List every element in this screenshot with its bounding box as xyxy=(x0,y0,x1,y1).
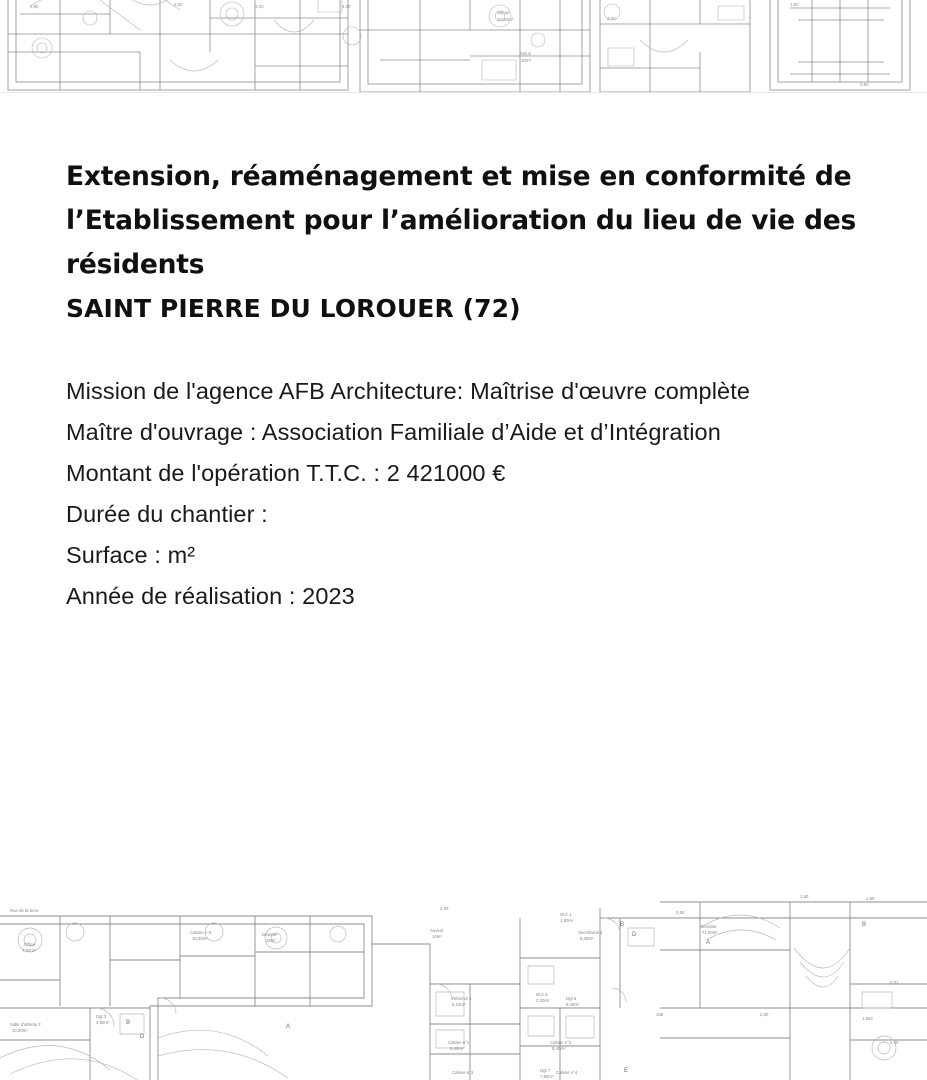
svg-text:Dgt 5: Dgt 5 xyxy=(566,996,577,1001)
svg-text:33,20m²: 33,20m² xyxy=(497,17,514,22)
svg-text:1,80: 1,80 xyxy=(790,2,799,7)
svg-text:2,20m²: 2,20m² xyxy=(536,998,550,1003)
floor-plan-drawing-bottom xyxy=(0,888,927,1080)
svg-text:Réserve 1: Réserve 1 xyxy=(452,996,472,1001)
svg-text:7,50m²: 7,50m² xyxy=(540,1074,554,1079)
svg-text:Salle d'attente 2: Salle d'attente 2 xyxy=(10,1022,41,1027)
svg-text:Cabine n°2: Cabine n°2 xyxy=(550,1040,572,1045)
svg-text:6,10m²: 6,10m² xyxy=(452,1002,466,1007)
svg-text:10,30m²: 10,30m² xyxy=(192,936,208,941)
svg-text:Dgt 3: Dgt 3 xyxy=(96,1014,107,1019)
detail-mission: Mission de l'agence AFB Architecture: Maîtrise d'œuvre complète xyxy=(66,378,751,404)
project-description-block xyxy=(66,155,876,617)
svg-text:D: D xyxy=(140,1034,145,1040)
svg-text:W.C.1: W.C.1 xyxy=(560,912,572,917)
svg-text:Auvent: Auvent xyxy=(430,928,444,933)
architectural-plan-strip-bottom xyxy=(0,888,927,1080)
svg-text:E: E xyxy=(624,1068,629,1074)
svg-text:D: D xyxy=(632,932,637,938)
detail-surface: Surface : m² xyxy=(66,542,196,568)
svg-text:25m²: 25m² xyxy=(266,938,276,943)
svg-text:10,20m²: 10,20m² xyxy=(12,1028,28,1033)
svg-text:2,50: 2,50 xyxy=(676,910,685,915)
svg-text:B: B xyxy=(862,922,867,928)
svg-text:1,60: 1,60 xyxy=(800,894,809,899)
svg-text:0,90: 0,90 xyxy=(860,82,869,87)
svg-text:B: B xyxy=(126,1020,131,1026)
svg-text:Cabine n°4: Cabine n°4 xyxy=(190,930,212,935)
svg-text:Cabine n°1: Cabine n°1 xyxy=(448,1040,470,1045)
detail-client: Maître d'ouvrage : Association Familiale d’Aide et d’Intégration xyxy=(66,419,721,445)
svg-text:Dgt 7: Dgt 7 xyxy=(540,1068,551,1073)
svg-text:0,31: 0,31 xyxy=(890,980,899,985)
svg-text:30m²: 30m² xyxy=(521,58,532,63)
svg-text:W.C.4: W.C.4 xyxy=(536,992,548,997)
detail-amount: Montant de l'opération T.T.C. : 2 421000 € xyxy=(66,460,506,486)
svg-text:2,30: 2,30 xyxy=(760,1012,769,1017)
svg-text:1,80m²: 1,80m² xyxy=(560,918,574,923)
svg-text:Détente: Détente xyxy=(262,932,278,937)
svg-text:Secrétariat 2: Secrétariat 2 xyxy=(578,930,603,935)
svg-text:9,40m²: 9,40m² xyxy=(566,1002,580,1007)
svg-text:1,564: 1,564 xyxy=(862,1016,873,1021)
plan-room-labels-top xyxy=(30,2,869,87)
svg-text:1,90: 1,90 xyxy=(866,896,875,901)
svg-text:Cabine n°3: Cabine n°3 xyxy=(452,1070,474,1075)
svg-text:168: 168 xyxy=(656,1012,664,1017)
svg-text:2,50: 2,50 xyxy=(174,2,183,7)
svg-text:71,00m²: 71,00m² xyxy=(702,930,718,935)
svg-text:3,20: 3,20 xyxy=(255,4,264,9)
svg-text:Terrasse: Terrasse xyxy=(700,924,717,929)
svg-text:A: A xyxy=(286,1024,291,1030)
svg-text:4,80m²: 4,80m² xyxy=(96,1020,110,1025)
svg-text:2,30: 2,30 xyxy=(890,1040,899,1045)
svg-text:Cabine n°4: Cabine n°4 xyxy=(556,1070,578,1075)
detail-year: Année de réalisation : 2023 xyxy=(66,583,355,609)
svg-text:Rue de la terre: Rue de la terre xyxy=(10,908,39,913)
svg-text:B: B xyxy=(620,922,625,928)
svg-text:5,40m²: 5,40m² xyxy=(450,1046,464,1051)
project-details-list xyxy=(66,371,876,617)
page-title: Extension, réaménagement et mise en conformité de l’Etablissement pour l’amélioration du lieu de vie des résidents xyxy=(66,161,857,280)
svg-text:Office: Office xyxy=(24,942,36,947)
svg-text:Salon: Salon xyxy=(520,51,532,56)
detail-duration: Durée du chantier : xyxy=(66,501,268,527)
svg-text:A: A xyxy=(706,940,711,946)
svg-text:7,50m²: 7,50m² xyxy=(22,948,36,953)
project-location: SAINT PIERRE DU LOROUER (72) xyxy=(66,294,521,323)
svg-text:Séjour: Séjour xyxy=(497,10,510,15)
svg-text:8,30m²: 8,30m² xyxy=(580,936,594,941)
svg-text:3,00: 3,00 xyxy=(607,16,616,21)
svg-text:4,20: 4,20 xyxy=(342,4,351,9)
svg-text:14m²: 14m² xyxy=(432,934,442,939)
svg-text:2,80: 2,80 xyxy=(30,4,39,9)
floor-plan-drawing-top xyxy=(0,0,927,92)
svg-text:9,40m²: 9,40m² xyxy=(552,1046,566,1051)
svg-text:2,30: 2,30 xyxy=(440,906,449,911)
architectural-plan-strip-top xyxy=(0,0,927,93)
plan-room-labels-bottom xyxy=(10,894,899,1079)
